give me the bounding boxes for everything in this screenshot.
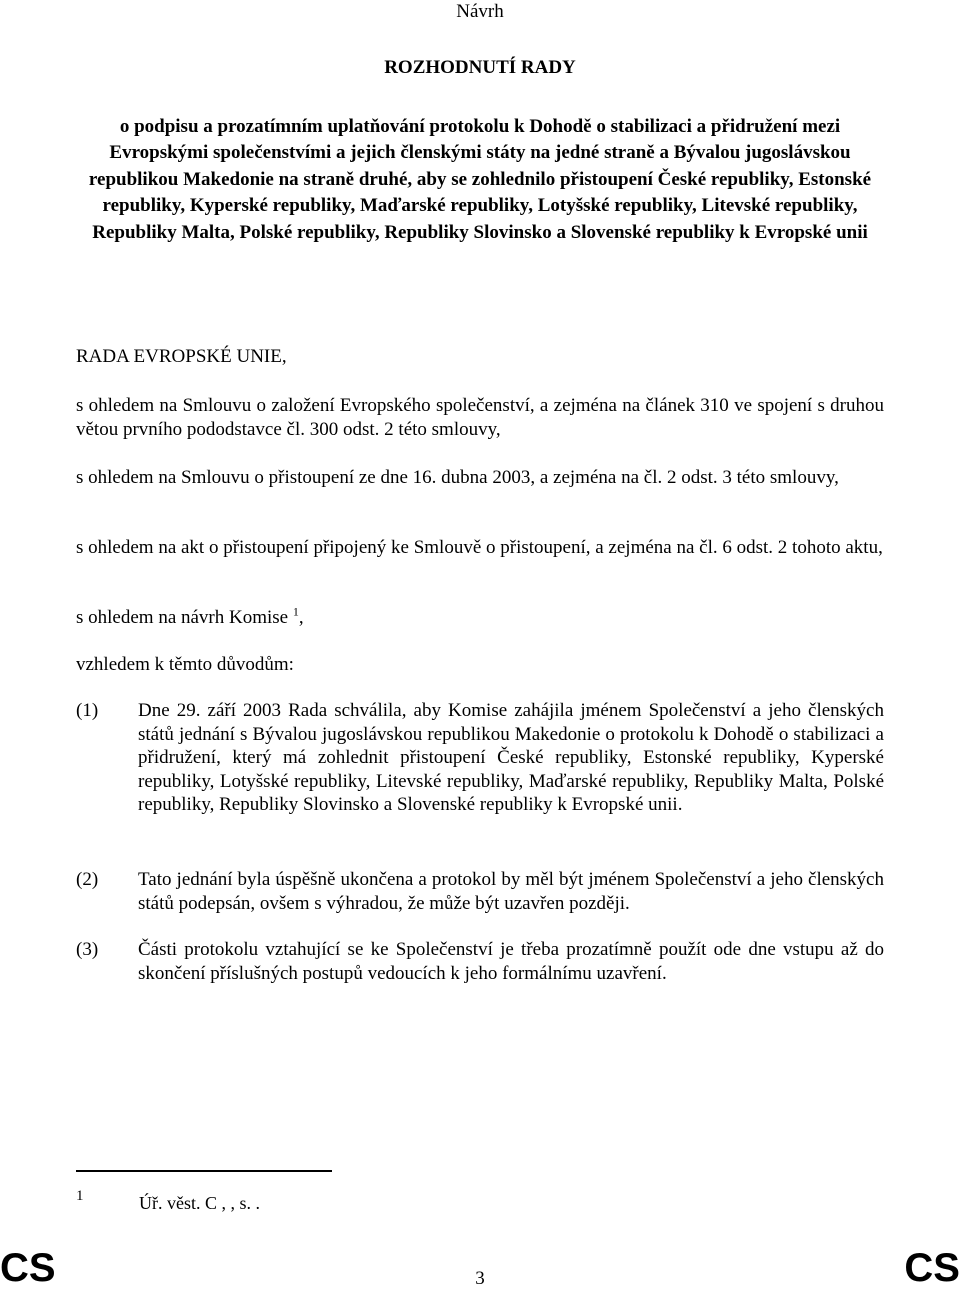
commission-text: s ohledem na návrh Komise (76, 607, 289, 628)
document-title: ROZHODNUTÍ RADY (384, 57, 576, 78)
whereas-heading: vzhledem k těmto důvodům: (76, 654, 294, 675)
recital-ec-treaty: s ohledem na Smlouvu o založení Evropského společenství, a zejména na článek 310 ve spojení s druhou větou prvního pododstavce čl. 300 odst. 2 této smlouvy, (76, 395, 884, 440)
item-number: (3) (76, 939, 99, 960)
footnote-separator (76, 1170, 332, 1172)
item-number: (2) (76, 869, 99, 890)
recital-accession-treaty: s ohledem na Smlouvu o přistoupení ze dne 16. dubna 2003, a zejména na čl. 2 odst. 3 této smlouvy, (76, 467, 839, 488)
language-code-right: CS (904, 1246, 960, 1290)
recital-commission-proposal (76, 606, 884, 630)
council-heading: RADA EVROPSKÉ UNIE, (76, 346, 287, 367)
document-subtitle: o podpisu a prozatímním uplatňování protokolu k Dohodě o stabilizaci a přidružení mezi Evropskými společenstvími a jejich členskými státy na jedné straně a Bývalou jugoslávskou republikou Makedonie na straně druhé, aby se zohlednilo přistoupení České republiky, Estonské republiky, Kyperské republiky, Maďarské republiky, Lotyšské republiky, Litevské republiky, Republiky Malta, Polské republiky, Republiky Slovinsko a Slovenské republiky k Evropské unii (88, 116, 872, 243)
draft-label: Návrh (456, 1, 504, 22)
recital-accession-act: s ohledem na akt o přistoupení připojený ke Smlouvě o přistoupení, a zejména na čl. 6 odst. 2 tohoto aktu, (76, 537, 883, 558)
item-text: Části protokolu vztahující se ke Společenství je třeba prozatímně použít ode dne vstupu až do skončení příslušných postupů vedoucích k jeho formálnímu uzavření. (138, 939, 884, 984)
item-text: Tato jednání byla úspěšně ukončena a protokol by měl být jménem Společenství a jeho členských států podepsán, ovšem s výhradou, že může být uzavřen později. (138, 869, 884, 914)
footnote-number: 1 (76, 1188, 84, 1204)
language-code-left: CS (0, 1246, 56, 1290)
commission-suffix: , (298, 607, 304, 628)
footnote-text: Úř. věst. C , , s. . (139, 1193, 260, 1213)
item-number: (1) (76, 700, 99, 721)
item-text: Dne 29. září 2003 Rada schválila, aby Komise zahájila jménem Společenství a jeho členských států jednání s Bývalou jugoslávskou republikou Makedonie o protokolu k Dohodě o stabilizaci a přidružení, který má zohlednit přistoupení České republiky, Estonské republiky, Kyperské republiky, Lotyšské republiky, Litevské republiky, Maďarské republiky, Republiky Malta, Polské republiky, Republiky Slovinsko a Slovenské republiky k Evropské unii. (138, 700, 884, 815)
page-number: 3 (475, 1268, 485, 1289)
footnote-reference: 1 (292, 604, 299, 619)
